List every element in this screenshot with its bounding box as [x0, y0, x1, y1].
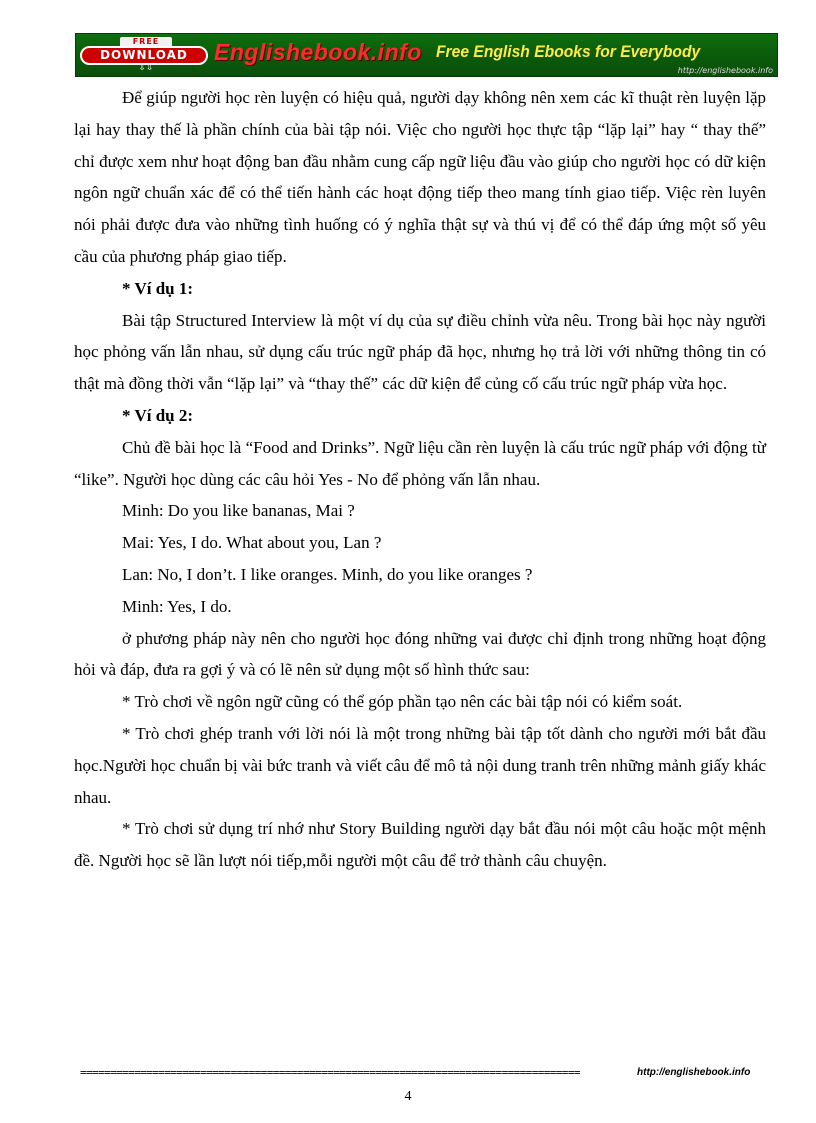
- badge-download-label: DOWNLOAD: [80, 46, 208, 65]
- badge-free-label: FREE: [120, 37, 172, 47]
- header-banner: [75, 33, 778, 77]
- bullet-story-building: * Trò chơi sử dụng trí nhớ như Story Building người dạy bắt đầu nói một câu hoặc một mệnh đề. Người học sẽ lần lượt nói tiếp,mỗi người một câu để trở thành câu chuyện.: [74, 819, 766, 871]
- example-1-heading: * Ví dụ 1:: [122, 278, 194, 298]
- dialogue-line: Lan: No, I don’t. I like oranges. Minh, do you like oranges ?: [122, 564, 533, 584]
- dialogue-line: Minh: Yes, I do.: [122, 596, 232, 616]
- paragraph-method: ở phương pháp này nên cho người học đóng những vai được chỉ định trong những hoạt động hỏi và đáp, đưa ra gợi ý và có lẽ nên sử dụng một số hình thức sau:: [74, 628, 766, 680]
- dialogue-line: Minh: Do you like bananas, Mai ?: [122, 501, 355, 521]
- paragraph-example-2: Chủ đề bài học là “Food and Drinks”. Ngữ liệu cần rèn luyện là cấu trúc ngữ pháp với động từ “like”. Người học dùng các câu hỏi Yes - No để phỏng vấn lẫn nhau.: [74, 437, 766, 489]
- download-arrow-icon: ⇩⇩: [138, 63, 154, 73]
- example-2-heading: * Ví dụ 2:: [122, 405, 194, 425]
- footer: [80, 1064, 780, 1082]
- page-body: [74, 82, 766, 877]
- free-download-badge: [80, 37, 208, 74]
- paragraph-example-1: Bài tập Structured Interview là một ví dụ của sự điều chỉnh vừa nêu. Trong bài học này người học phỏng vấn lẫn nhau, sử dụng cấu trúc ngữ pháp đã học, nhưng họ trả lời với những thông tin có thật mà đồng thời vẫn “lặp lại” và “thay thế” các dữ kiện để củng cố cấu trúc ngữ pháp vừa học.: [74, 310, 766, 394]
- site-name: Englishebook.info: [214, 39, 422, 65]
- banner-url: http://englishebook.info: [677, 66, 773, 75]
- footer-url: http://englishebook.info: [637, 1067, 751, 1078]
- site-tagline: Free English Ebooks for Everybody: [436, 42, 701, 61]
- footer-separator: ===================================================================================: [80, 1066, 580, 1079]
- paragraph-intro: Để giúp người học rèn luyện có hiệu quả, người dạy không nên xem các kĩ thuật rèn luyện lặp lại hay thay thế là phần chính của bài tập nói. Việc cho người học thực tập “lặp lại” hay “ thay thế” chỉ được xem như hoạt động ban đầu nhằm cung cấp ngữ liệu đầu vào giúp cho người học có dữ kiện ngôn ngữ chuẩn xác để có thể tiến hành các hoạt động tiếp theo mang tính giao tiếp. Việc rèn luyên nói phải được đưa vào những tình huống có ý nghĩa thật sự và thú vị để có thể đáp ứng một số yêu cầu của phương pháp giao tiếp.: [74, 88, 766, 266]
- page-number: 4: [404, 1089, 412, 1104]
- bullet-language-games: * Trò chơi về ngôn ngữ cũng có thể góp phần tạo nên các bài tập nói có kiểm soát.: [122, 692, 683, 712]
- bullet-picture-matching: * Trò chơi ghép tranh với lời nói là một trong những bài tập tốt dành cho người mới bắt đầu học.Người học chuẩn bị vài bức tranh và viết câu để mô tả nội dung tranh trên những mảnh giấy khác nhau.: [74, 723, 766, 807]
- dialogue-line: Mai: Yes, I do. What about you, Lan ?: [122, 533, 382, 553]
